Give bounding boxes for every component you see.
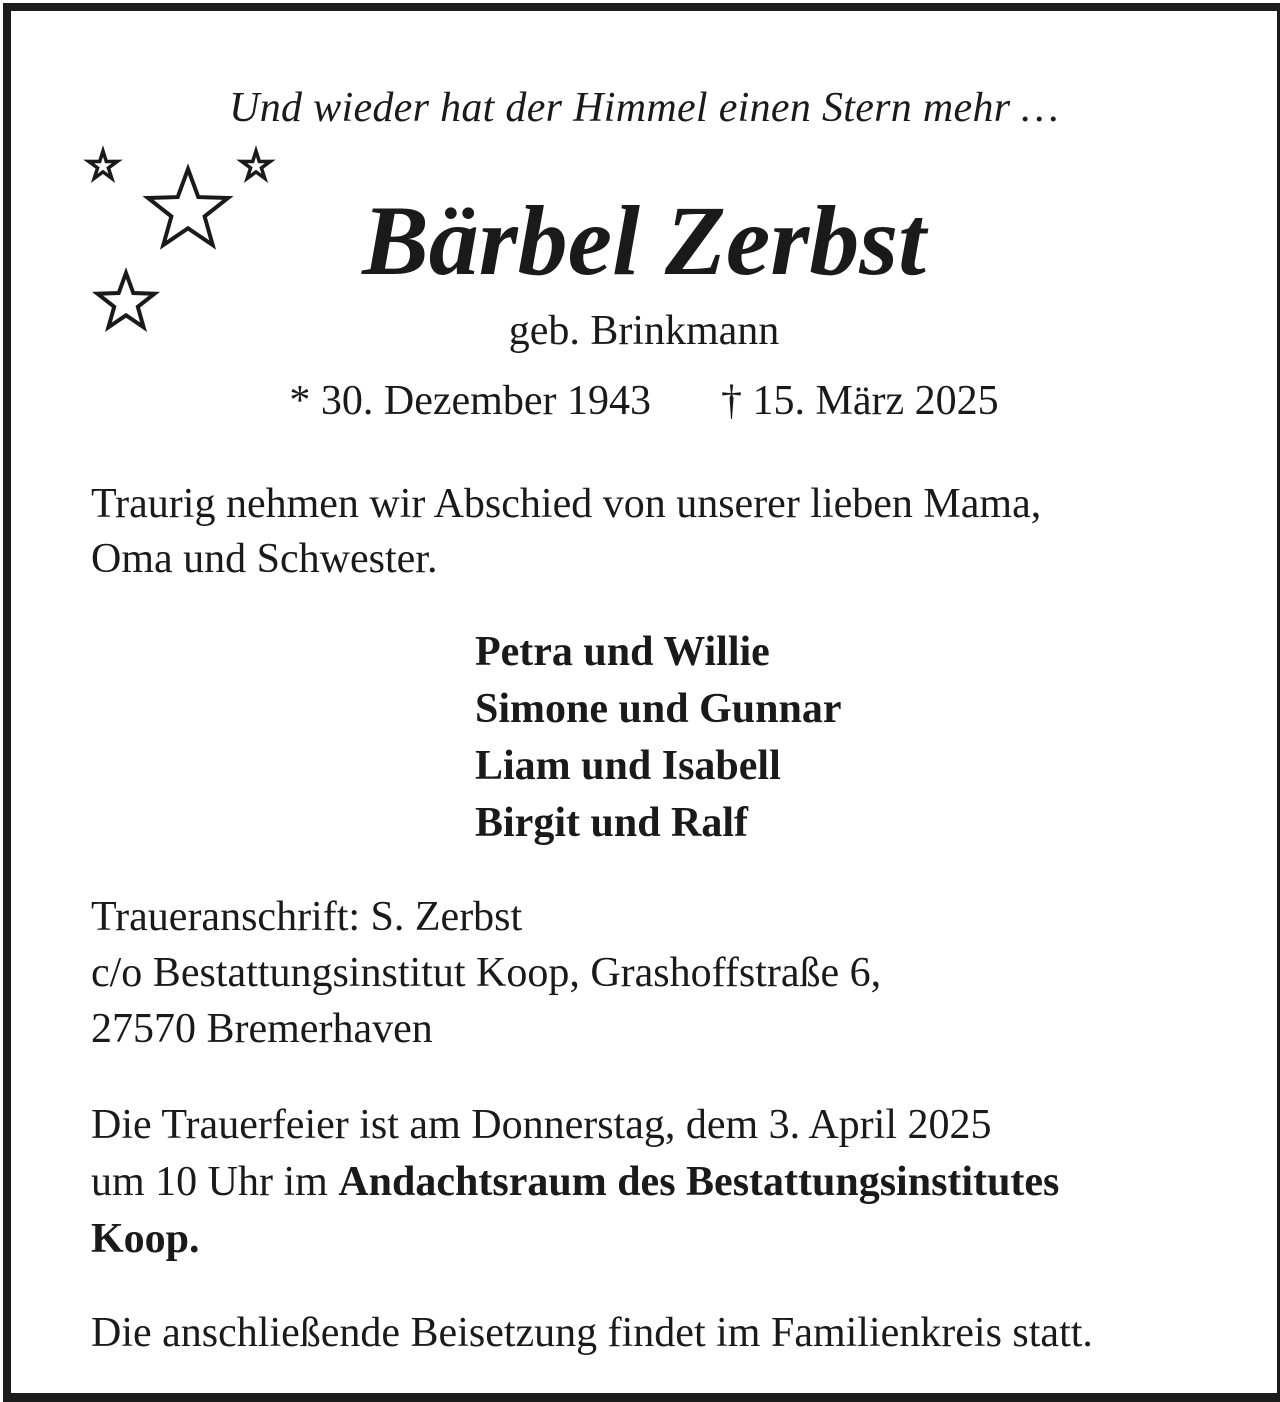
mourners-list: [475, 624, 841, 852]
maiden-name: geb. Brinkmann: [508, 308, 780, 354]
life-dates: [11, 376, 1277, 426]
address-line: 27570 Bremerhaven: [91, 1006, 433, 1052]
star-outline-icon: [242, 151, 271, 178]
farewell-line: Traurig nehmen wir Abschied von unserer lieben Mama,: [91, 481, 1042, 527]
deceased-name: Bärbel Zerbst: [362, 185, 926, 296]
death-date: † 15. März 2025: [720, 378, 999, 424]
address-line: c/o Bestattungsinstitut Koop, Grashoffstraße 6,: [91, 950, 882, 996]
obituary-notice: [3, 3, 1280, 1402]
mourning-address: [91, 889, 881, 1057]
farewell-line: Oma und Schwester.: [91, 536, 438, 582]
ceremony-line: Die Trauerfeier ist am Donnerstag, dem 3. April 2025: [91, 1102, 992, 1148]
mourner-name: Simone und Gunnar: [475, 686, 842, 732]
ceremony-info: [91, 1097, 1059, 1268]
mourner-name: Petra und Willie: [475, 629, 770, 675]
birth-date: * 30. Dezember 1943: [289, 378, 651, 424]
burial-info: Die anschließende Beisetzung findet im Familienkreis statt.: [91, 1310, 1093, 1356]
mourner-name: Birgit und Ralf: [475, 800, 749, 846]
ceremony-venue: Andachtsraum des Bestattungsinstitutes: [338, 1159, 1060, 1205]
ceremony-time: um 10 Uhr im: [91, 1159, 339, 1205]
star-outline-icon: [89, 151, 118, 178]
ceremony-line: [91, 1154, 1059, 1211]
mourner-name: Liam und Isabell: [475, 743, 781, 789]
address-line: Traueranschrift: S. Zerbst: [91, 894, 523, 940]
farewell-text: [91, 477, 1041, 587]
ceremony-venue-end: Koop.: [91, 1216, 200, 1262]
motto: Und wieder hat der Himmel einen Stern mehr …: [229, 85, 1059, 131]
